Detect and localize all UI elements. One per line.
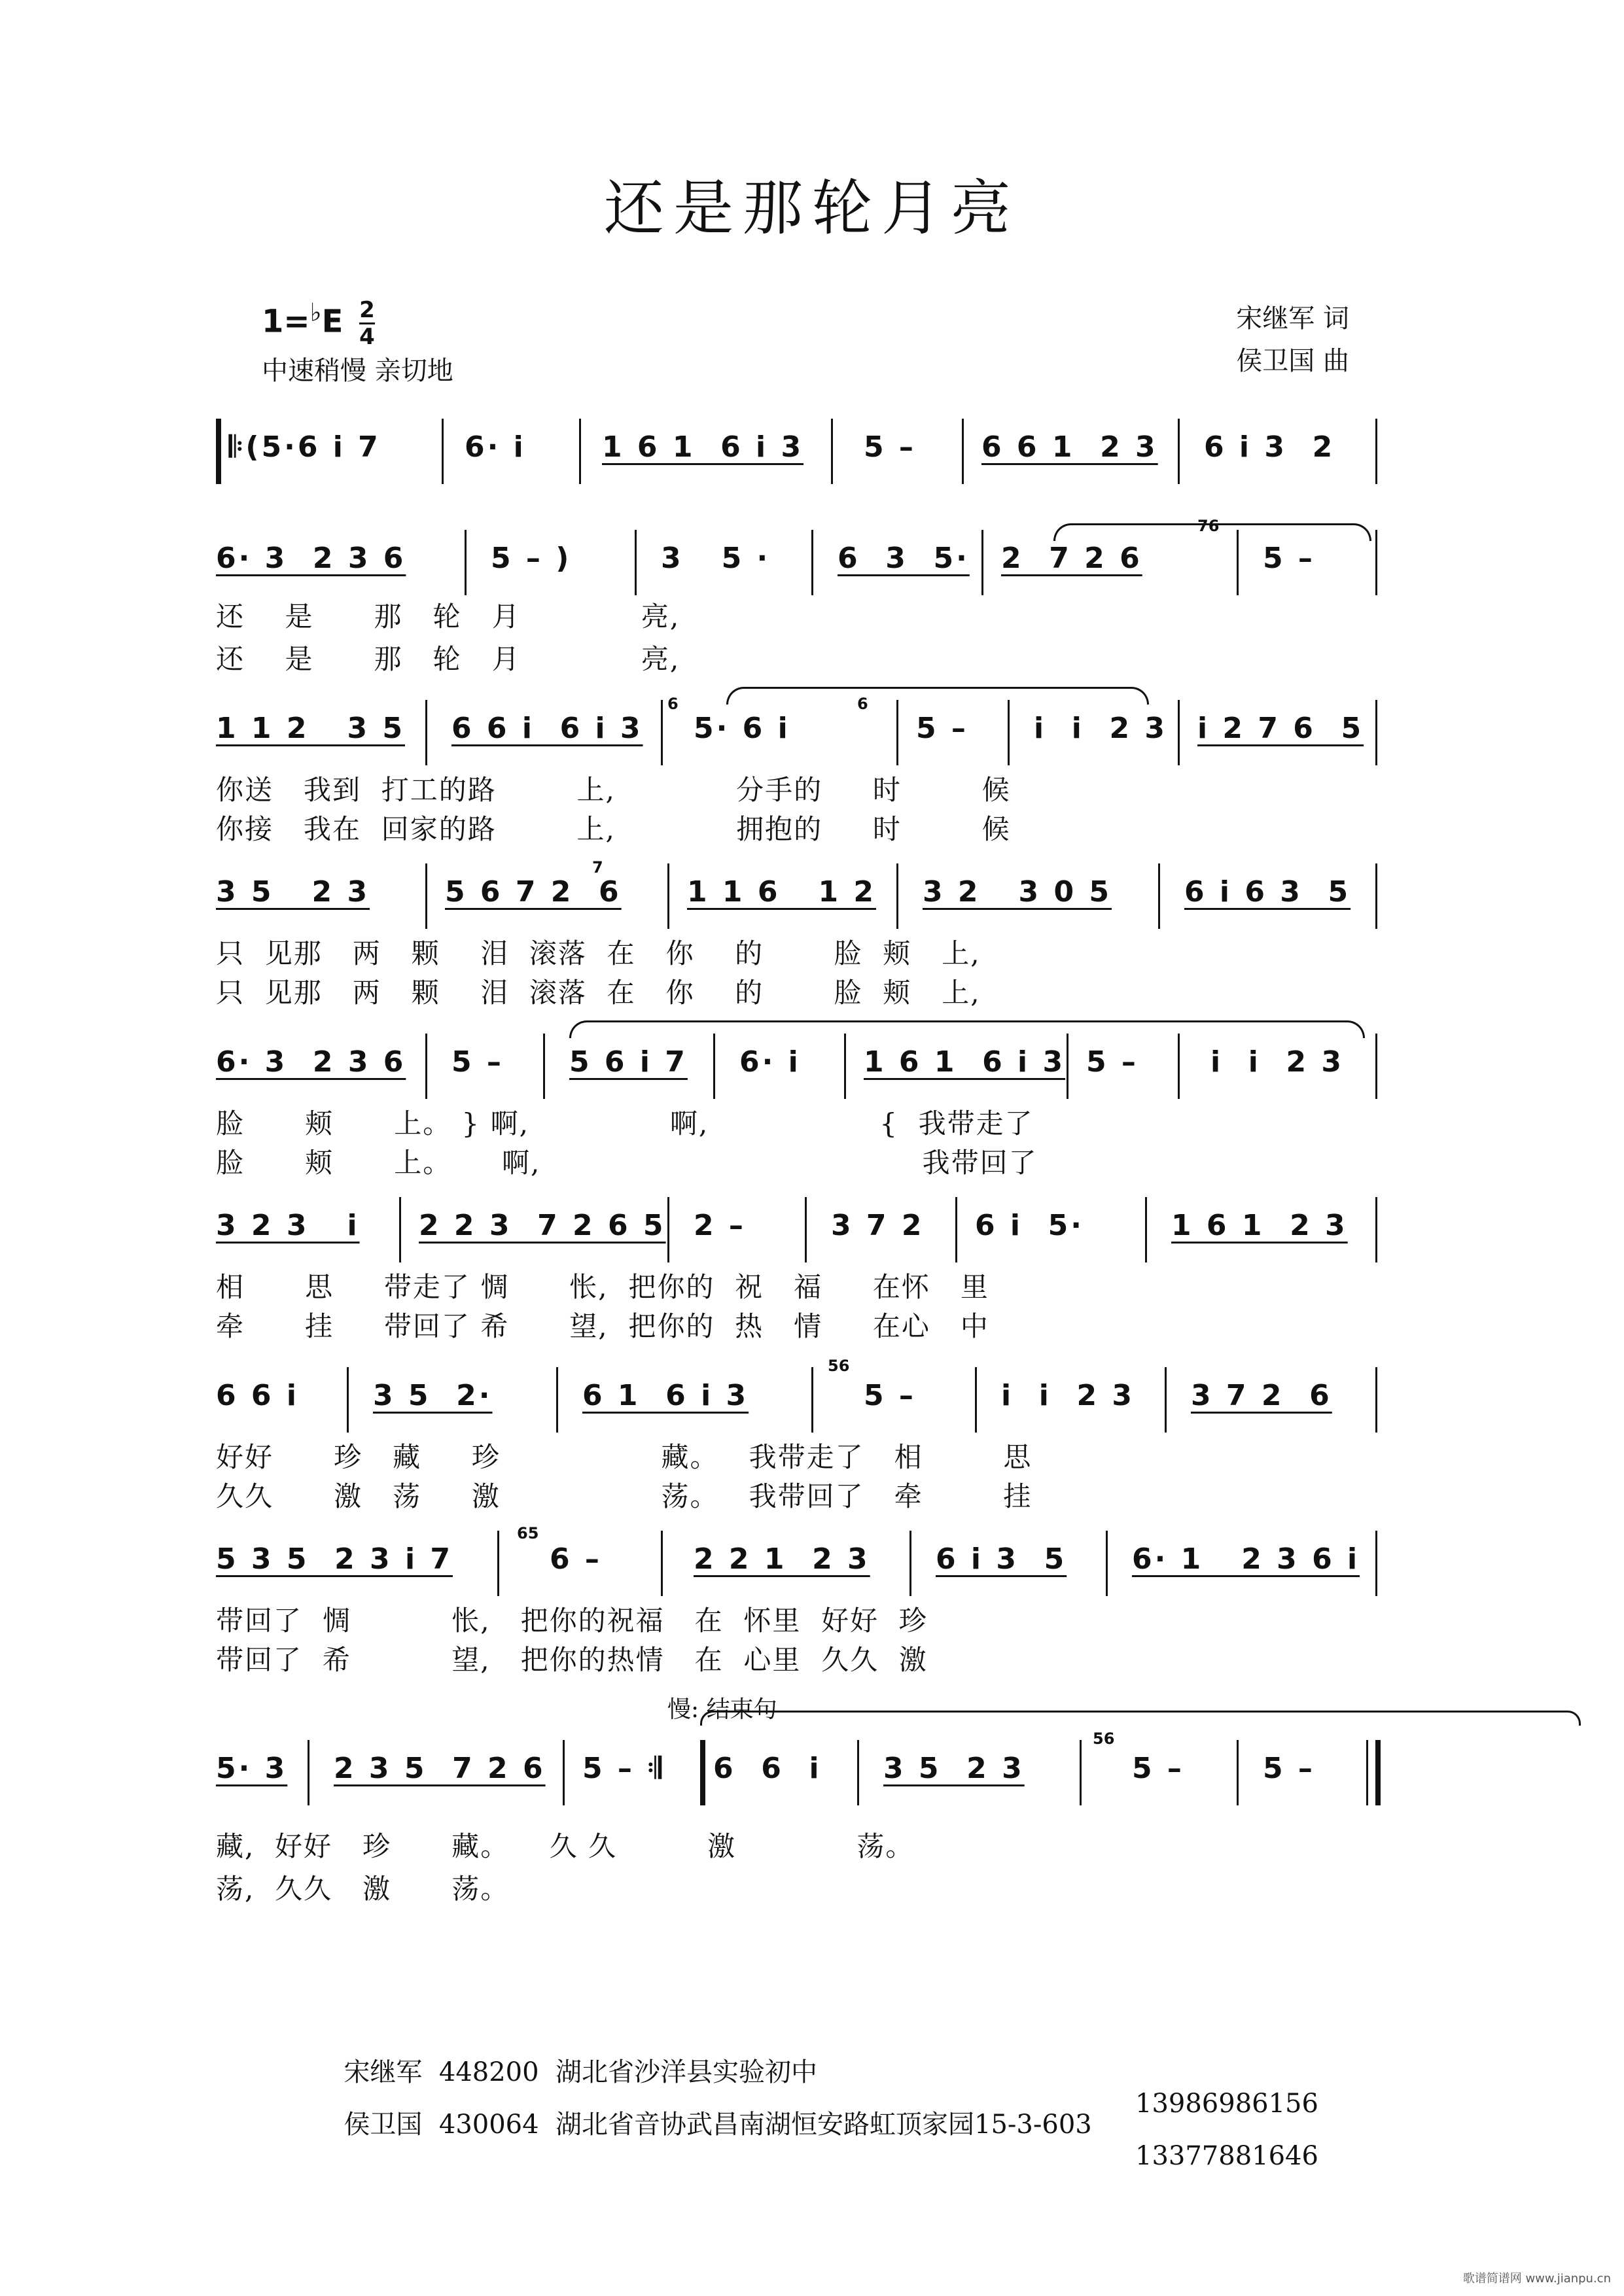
bar-line [713,1034,715,1099]
lyric-line-1: 你送 我到 打工的路 上, 分手的 时 候 [216,774,1011,806]
bar-line [1178,419,1180,484]
site-watermark: 歌谱简谱网 www.jianpu.cn [1462,2272,1611,2286]
lyric-line-1: 脸 颊 上。 } 啊, 啊, { 我带走了 [216,1107,1034,1139]
slur [726,687,1149,704]
slur [1053,523,1371,541]
bar-line [896,700,898,765]
bar-line [811,1367,813,1433]
lyric-line-1: 藏, 好好 珍 藏。 久 久 激 荡。 [216,1830,915,1862]
measure: 6 6 i 6 i 3 [451,712,643,745]
ending-label: 慢: 结束句 [667,1696,777,1723]
bar-line [661,1531,663,1596]
start-repeat-bar [216,419,221,484]
measure: 5 3 5 2 3 i 7 [216,1542,453,1576]
measure: 5 – [1263,1752,1315,1785]
measure: 3 7 2 [831,1209,925,1242]
final-bar [1375,1740,1381,1805]
bar-line [635,530,637,595]
lyricist-credit: 宋继军 词 [1236,304,1349,334]
bar-line [556,1367,558,1433]
measure: i i 2 3 [1001,1379,1135,1412]
bar-line [1106,1531,1108,1596]
measure: 2 – [694,1209,746,1242]
bar-line [563,1740,565,1805]
measure: 1 6 1 6 i 3 [864,1045,1066,1079]
measure: 6· 3 2 3 6 [216,1045,406,1079]
measure: 5 – [864,1379,916,1412]
measure: i i 2 3 [1210,1045,1344,1079]
measure: 2 3 5 7 2 6 [334,1752,546,1785]
bar-line [1375,1034,1377,1099]
bar-line [1237,1740,1239,1805]
page-title: 还是那轮月亮 [603,173,1020,243]
bar-line [1375,700,1377,765]
grace-note: 6 [857,695,868,713]
bar-line [543,1034,545,1099]
bar-line [1375,1531,1377,1596]
measure: 3 5 2 3 [216,875,370,909]
bar-line [975,1367,977,1433]
measure: 5 6 7 2 6 [445,875,622,909]
bar-line [1375,863,1377,929]
contact-text: 侯卫国 430064 湖北省音协武昌南湖恒安路虹顶家园15-3-603 [344,2110,1092,2140]
bar-line [442,419,444,484]
grace-note: 56 [828,1357,850,1375]
bar-line [1158,863,1160,929]
contact-text: 宋继军 448200 湖北省沙洋县实验初中 [344,2057,817,2087]
bar-line [1145,1197,1147,1262]
bar-line [1375,1197,1377,1262]
grace-note: 76 [1197,517,1220,535]
measure: 5 – [1263,542,1315,575]
measure: i 2 7 6 5 [1197,712,1364,745]
bar-line [1375,419,1377,484]
measure: 1 6 1 6 i 3 [602,430,804,464]
bar-line [857,1740,859,1805]
bar-line [308,1740,309,1805]
bar-line [844,1034,846,1099]
lyric-line-2: 你接 我在 回家的路 上, 拥抱的 时 候 [216,813,1011,845]
lyric-line-1: 带回了 惆 怅, 把你的祝福 在 怀里 好好 珍 [216,1605,928,1637]
measure: 6 6 i [713,1752,822,1785]
measure: 𝄆(5·6 i 7 [229,430,381,464]
measure: 5 – [916,712,968,745]
grace-note: 6 [667,695,679,713]
measure: 6· i [465,430,526,464]
time-top: 2 [359,297,375,323]
bar-line [981,530,983,595]
bar-line [1008,700,1010,765]
measure: 2 7 2 6 [1001,542,1142,575]
bar-line [1375,530,1377,595]
measure: 3 2 3 i [216,1209,360,1242]
measure: 6 3 5· [838,542,970,575]
time-bottom: 4 [359,324,375,350]
lyric-line-2: 牵 挂 带回了 希 望, 把你的 热 情 在心 中 [216,1310,989,1342]
measure: 2 2 3 7 2 6 5 [419,1209,666,1242]
bar-line [955,1197,957,1262]
measure: 6 i 3 5 [936,1542,1067,1576]
measure: 6 6 1 2 3 [981,430,1158,464]
key-signature [262,298,375,349]
bar-line [425,700,427,765]
bar-line [811,530,813,595]
measure: 1 1 6 1 2 [687,875,876,909]
measure: 5 – [1132,1752,1184,1785]
bar-line [425,1034,427,1099]
measure: 5 – [451,1045,504,1079]
measure: 1 6 1 2 3 [1171,1209,1348,1242]
lyric-line-1: 还 是 那 轮 月 亮, [216,600,680,633]
end-repeat-bar [700,1740,705,1805]
lyric-line-2: 荡, 久久 激 荡。 [216,1873,510,1905]
bar-line [1067,1034,1068,1099]
measure: 6 i 5· [975,1209,1084,1242]
lyric-line-2: 带回了 希 望, 把你的热情 在 心里 久久 激 [216,1644,928,1676]
measure: 5 – [1086,1045,1139,1079]
measure: 5 – [864,430,916,464]
measure: 6 i 6 3 5 [1184,875,1351,909]
slur [569,1020,1365,1038]
bar-line [579,419,581,484]
bar-line [1080,1740,1082,1805]
lyric-line-2: 脸 颊 上。 啊, 我带回了 [216,1147,1038,1179]
bar-line [1178,1034,1180,1099]
contact-phone: 13377881646 [1135,2141,1318,2171]
measure: 5 – ) [491,542,572,575]
bar-line [465,530,467,595]
bar-line [962,419,964,484]
measure: 5 6 i 7 [569,1045,688,1079]
lyric-line-1: 只 见那 两 颗 泪 滚落 在 你 的 脸 颊 上, [216,937,981,969]
measure: 3 5 2· [373,1379,493,1412]
bar-line [1178,700,1180,765]
tempo-marking: 中速稍慢 亲切地 [262,356,453,386]
measure: 3 5 · [661,542,771,575]
bar-line [909,1531,911,1596]
bar-line [425,863,427,929]
composer-credit: 侯卫国 曲 [1236,346,1349,376]
measure: 6 i 3 2 [1204,430,1335,464]
bar-line [831,419,833,484]
bar-line [805,1197,807,1262]
grace-note: 7 [592,858,603,877]
lyric-line-2: 还 是 那 轮 月 亮, [216,643,680,675]
bar-line [1366,1740,1368,1805]
measure: 6 – [550,1542,602,1576]
flat-sign: ♭ [309,298,322,327]
measure: i i 2 3 [1034,712,1167,745]
measure: 6· 1 2 3 6 i [1132,1542,1360,1576]
bar-line [347,1367,349,1433]
measure: 5· 6 i [694,712,790,745]
bar-line [667,863,669,929]
measure: 2 2 1 2 3 [694,1542,870,1576]
measure: 3 2 3 0 5 [923,875,1112,909]
bar-line [1165,1367,1167,1433]
lyric-line-2: 只 见那 两 颗 泪 滚落 在 你 的 脸 颊 上, [216,977,981,1009]
measure: 6 1 6 i 3 [582,1379,749,1412]
measure: 3 5 2 3 [883,1752,1025,1785]
bar-line [896,863,898,929]
measure: 5 – 𝄇 [582,1752,664,1785]
grace-note: 65 [517,1524,539,1542]
key-tonic: E [321,303,344,340]
lyric-line-1: 相 思 带走了 惆 怅, 把你的 祝 福 在怀 里 [216,1271,989,1303]
lyric-line-2: 久久 激 荡 激 荡。 我带回了 牵 挂 [216,1480,1033,1512]
bar-line [667,1197,669,1262]
key-prefix: 1= [262,303,310,340]
ending-bracket [700,1711,1581,1726]
lyric-line-1: 好好 珍 藏 珍 藏。 我带走了 相 思 [216,1441,1033,1473]
measure: 6· i [739,1045,801,1079]
bar-line [497,1531,499,1596]
measure: 6· 3 2 3 6 [216,542,406,575]
bar-line [399,1197,401,1262]
measure: 3 7 2 6 [1191,1379,1332,1412]
bar-line [661,700,663,765]
bar-line [1375,1367,1377,1433]
measure: 5· 3 [216,1752,288,1785]
contact-phone: 13986986156 [1135,2089,1318,2119]
measure: 1 1 2 3 5 [216,712,405,745]
time-signature [359,298,375,349]
measure: 6 6 i [216,1379,299,1412]
grace-note: 56 [1093,1730,1115,1748]
